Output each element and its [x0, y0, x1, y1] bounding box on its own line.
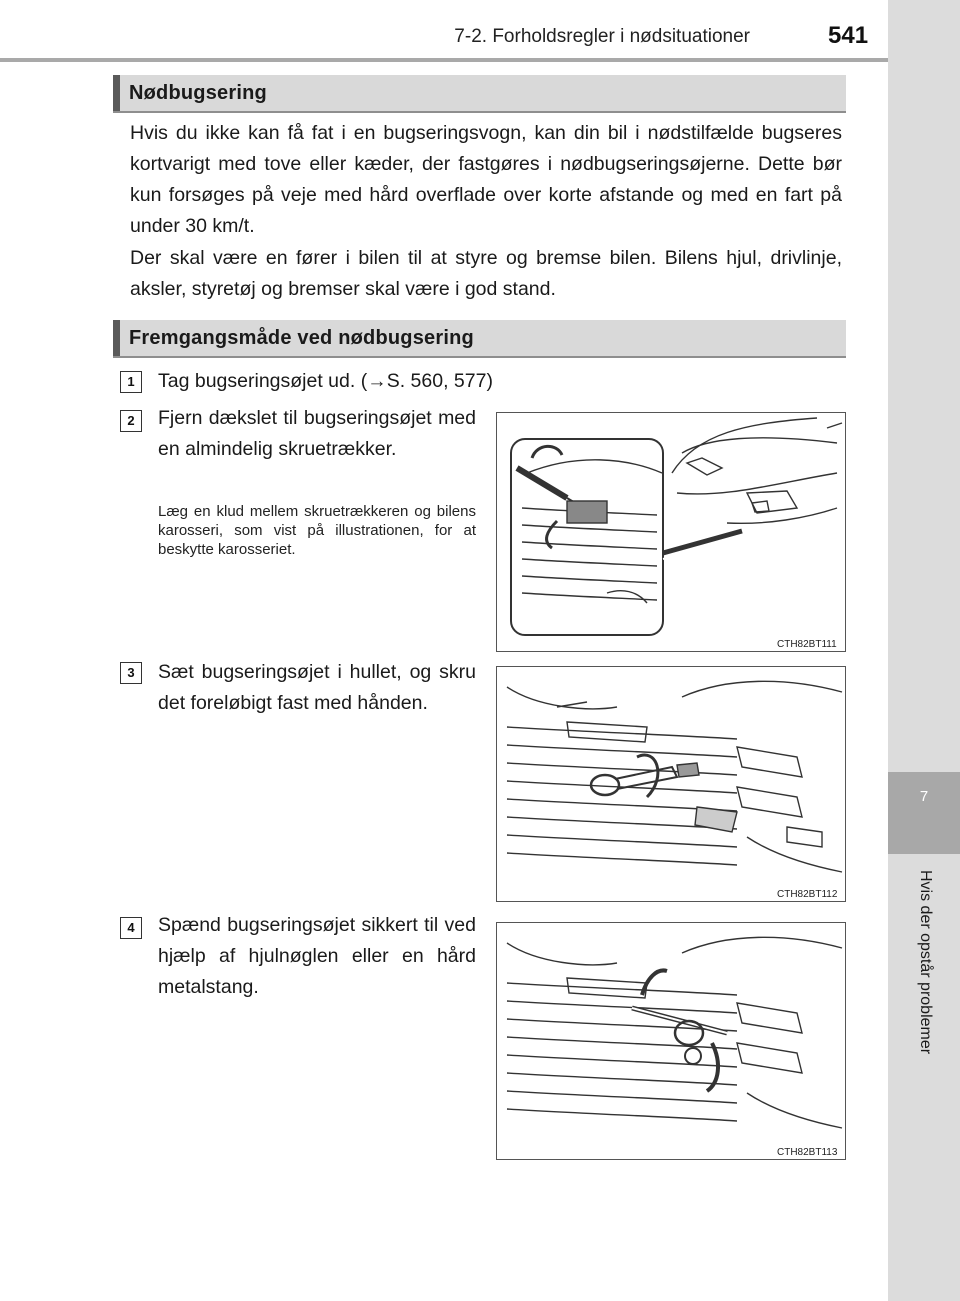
section-heading-label: Fremgangsmåde ved nødbugsering [129, 327, 474, 349]
illustration-tighten-eye [496, 922, 846, 1160]
illustration-remove-cover [496, 412, 846, 652]
page-number: 541 [828, 22, 869, 49]
heading-accent [113, 320, 120, 356]
bumper-cover-illustration [497, 413, 846, 652]
step-number-badge: 4 [120, 917, 142, 939]
section-heading-towing [113, 75, 846, 113]
condition-paragraph: Der skal være en fører i bilen til at styre og bremse bilen. Bilens hjul, drivlinje, aksler, styretøj og bremser skal være i god stand. [130, 247, 842, 300]
insert-eye-illustration [497, 667, 846, 902]
header-divider [0, 58, 888, 62]
section-title: 7-2. Forholdsregler i nødsituationer [454, 26, 750, 47]
figure-code: CTH82BT113 [777, 1147, 838, 1158]
figure-code: CTH82BT112 [777, 889, 838, 900]
chapter-number: 7 [919, 788, 929, 805]
illustration-insert-eye [496, 666, 846, 902]
heading-accent [113, 75, 120, 111]
step-text: Fjern dækslet til bugseringsøjet med en almindelig skruetrækker. [158, 407, 476, 460]
step-text: Spænd bugseringsøjet sikkert til ved hjælp af hjulnøglen eller en hård metalstang. [158, 914, 476, 998]
step-text: Sæt bugseringsøjet i hullet, og skru det foreløbigt fast med hånden. [158, 661, 476, 714]
side-tab-strip [888, 0, 960, 772]
step-note: Læg en klud mellem skruetrækkeren og bilens karosseri, som vist på illustrationen, for at beskytte karosseriet. [158, 503, 476, 558]
section-heading-procedure [113, 320, 846, 358]
tighten-eye-illustration [497, 923, 846, 1160]
chapter-label: Hvis der opstår problemer [917, 870, 934, 1055]
step-text: Tag bugseringsøjet ud. (→S. 560, 577) [158, 370, 493, 392]
section-heading-label: Nødbugsering [129, 82, 267, 104]
intro-paragraph: Hvis du ikke kan få fat i en bugseringsvogn, kan din bil i nødstilfælde bugseres kortvarigt med tove eller kæder, der fastgøres i nødbugseringsøjerne. Dette bør kun forsøges på veje med hård overflade over korte afstande og med en fart på under 30 km/t. [130, 122, 842, 237]
step-number-badge: 1 [120, 371, 142, 393]
step-number-badge: 3 [120, 662, 142, 684]
figure-code: CTH82BT111 [777, 639, 837, 650]
step-number-badge: 2 [120, 410, 142, 432]
